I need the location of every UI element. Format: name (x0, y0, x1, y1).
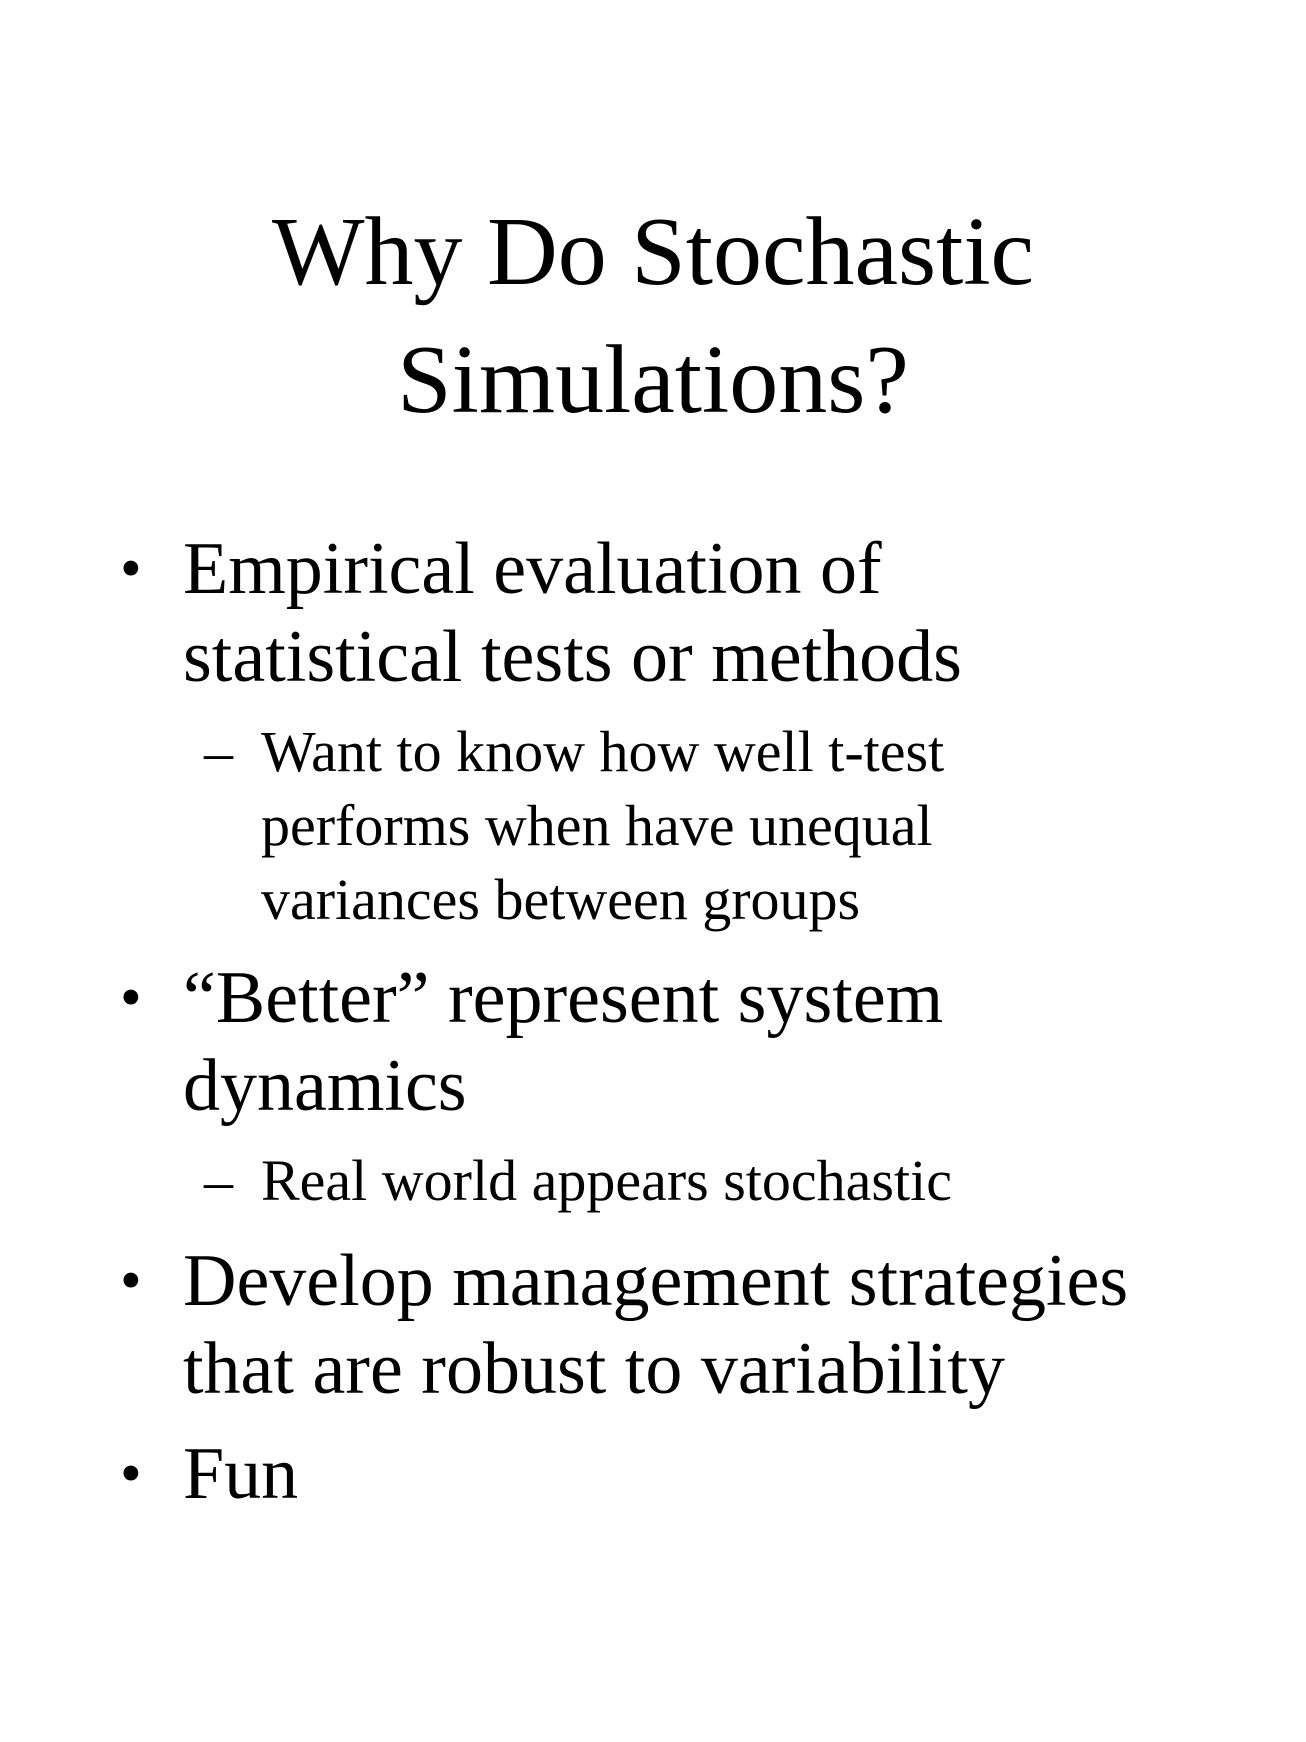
sub-bullet-text (261, 1144, 1281, 1218)
bullet-marker: • (120, 535, 142, 603)
bullet-text (183, 525, 1283, 701)
slide-title-line: Simulations? (397, 326, 909, 434)
sub-bullet-text-line: Want to know how well t-test (261, 719, 945, 784)
bullet-text-line: that are robust to variability (183, 1328, 1005, 1410)
sub-bullet-text-line: performs when have unequal (261, 793, 933, 858)
bullet-text (183, 1430, 1283, 1518)
bullet-marker: • (120, 964, 142, 1032)
slide-title-line: Why Do Stochastic (271, 198, 1035, 306)
bullet-text-line: Empirical evaluation of (183, 528, 882, 610)
sub-bullet-marker: – (204, 719, 233, 784)
bullet-marker: • (120, 1247, 142, 1315)
bullet-text-line: dynamics (183, 1045, 467, 1127)
bullet-text (183, 954, 1283, 1130)
sub-bullet-text-line: Real world appears stochastic (261, 1148, 952, 1213)
bullet-text-line: statistical tests or methods (183, 616, 962, 698)
bullet-text (183, 1237, 1283, 1413)
sub-bullet-marker: – (204, 1148, 233, 1213)
bullet-text-line: “Better” represent system (183, 957, 944, 1039)
sub-bullet-text (261, 715, 1281, 937)
bullet-text-line: Fun (183, 1433, 299, 1515)
sub-bullet-text-line: variances between groups (261, 867, 861, 932)
bullet-marker: • (120, 1440, 142, 1508)
bullet-text-line: Develop management strategies (183, 1240, 1129, 1322)
